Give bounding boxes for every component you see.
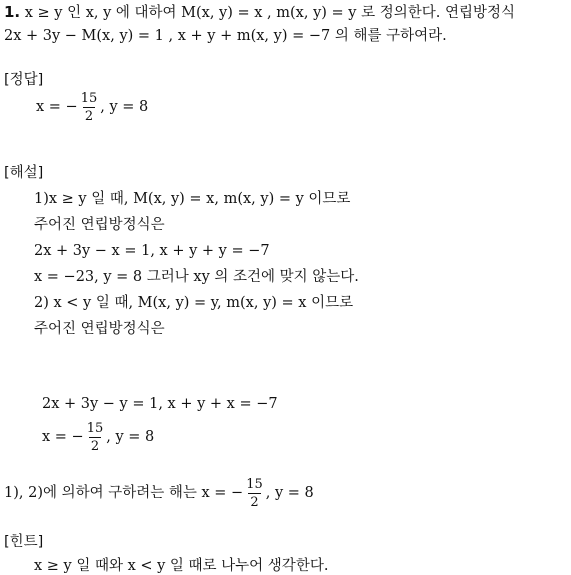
explanation-label: [해설]	[4, 165, 44, 181]
case2-result-prefix: x = −	[42, 429, 84, 445]
case1-equations: 2x + 3y − x = 1, x + y + y = −7	[34, 243, 270, 259]
case1-line: 1)x ≥ y 일 때, M(x, y) = x, m(x, y) = y 이므로	[34, 191, 351, 207]
case2-equations: 2x + 3y − y = 1, x + y + x = −7	[42, 396, 278, 412]
answer-value	[36, 90, 148, 124]
question-line-1	[4, 3, 515, 22]
question-number: 1.	[4, 3, 21, 21]
case1-system-intro: 주어진 연립방정식은	[34, 217, 165, 233]
conclusion-fraction-numerator: 15	[246, 476, 263, 492]
question-line-2: 2x + 3y − M(x, y) = 1 , x + y + m(x, y) = −7 의 해를 구하여라.	[4, 28, 447, 44]
answer-label: [정답]	[4, 72, 44, 88]
conclusion	[4, 476, 314, 510]
case2-system-intro: 주어진 연립방정식은	[34, 321, 165, 337]
hint-text: x ≥ y 일 때와 x < y 일 때로 나누어 생각한다.	[34, 558, 329, 574]
case2-result	[42, 420, 154, 454]
conclusion-suffix: , y = 8	[265, 485, 314, 501]
case1-result: x = −23, y = 8 그러나 xy 의 조건에 맞지 않는다.	[34, 269, 359, 285]
answer-prefix: x = −	[36, 99, 78, 115]
answer-fraction-numerator: 15	[80, 90, 98, 106]
hint-label: [힌트]	[4, 534, 44, 550]
case2-line: 2) x < y 일 때, M(x, y) = y, m(x, y) = x 이므로	[34, 295, 354, 311]
conclusion-fraction	[244, 477, 265, 510]
conclusion-prefix: 1), 2)에 의하여 구하려는 해는 x = −	[4, 485, 244, 501]
answer-suffix: , y = 8	[100, 99, 149, 115]
answer-fraction	[79, 91, 100, 124]
case2-fraction-numerator: 15	[86, 420, 104, 436]
case2-fraction	[85, 421, 106, 454]
answer-fraction-denominator: 2	[84, 108, 94, 124]
case2-result-suffix: , y = 8	[106, 429, 155, 445]
conclusion-fraction-denominator: 2	[250, 494, 259, 510]
case2-fraction-denominator: 2	[90, 438, 100, 454]
question-text-1: x ≥ y 인 x, y 에 대하여 M(x, y) = x , m(x, y) = y 로 정의한다. 연립방정식	[24, 5, 515, 21]
